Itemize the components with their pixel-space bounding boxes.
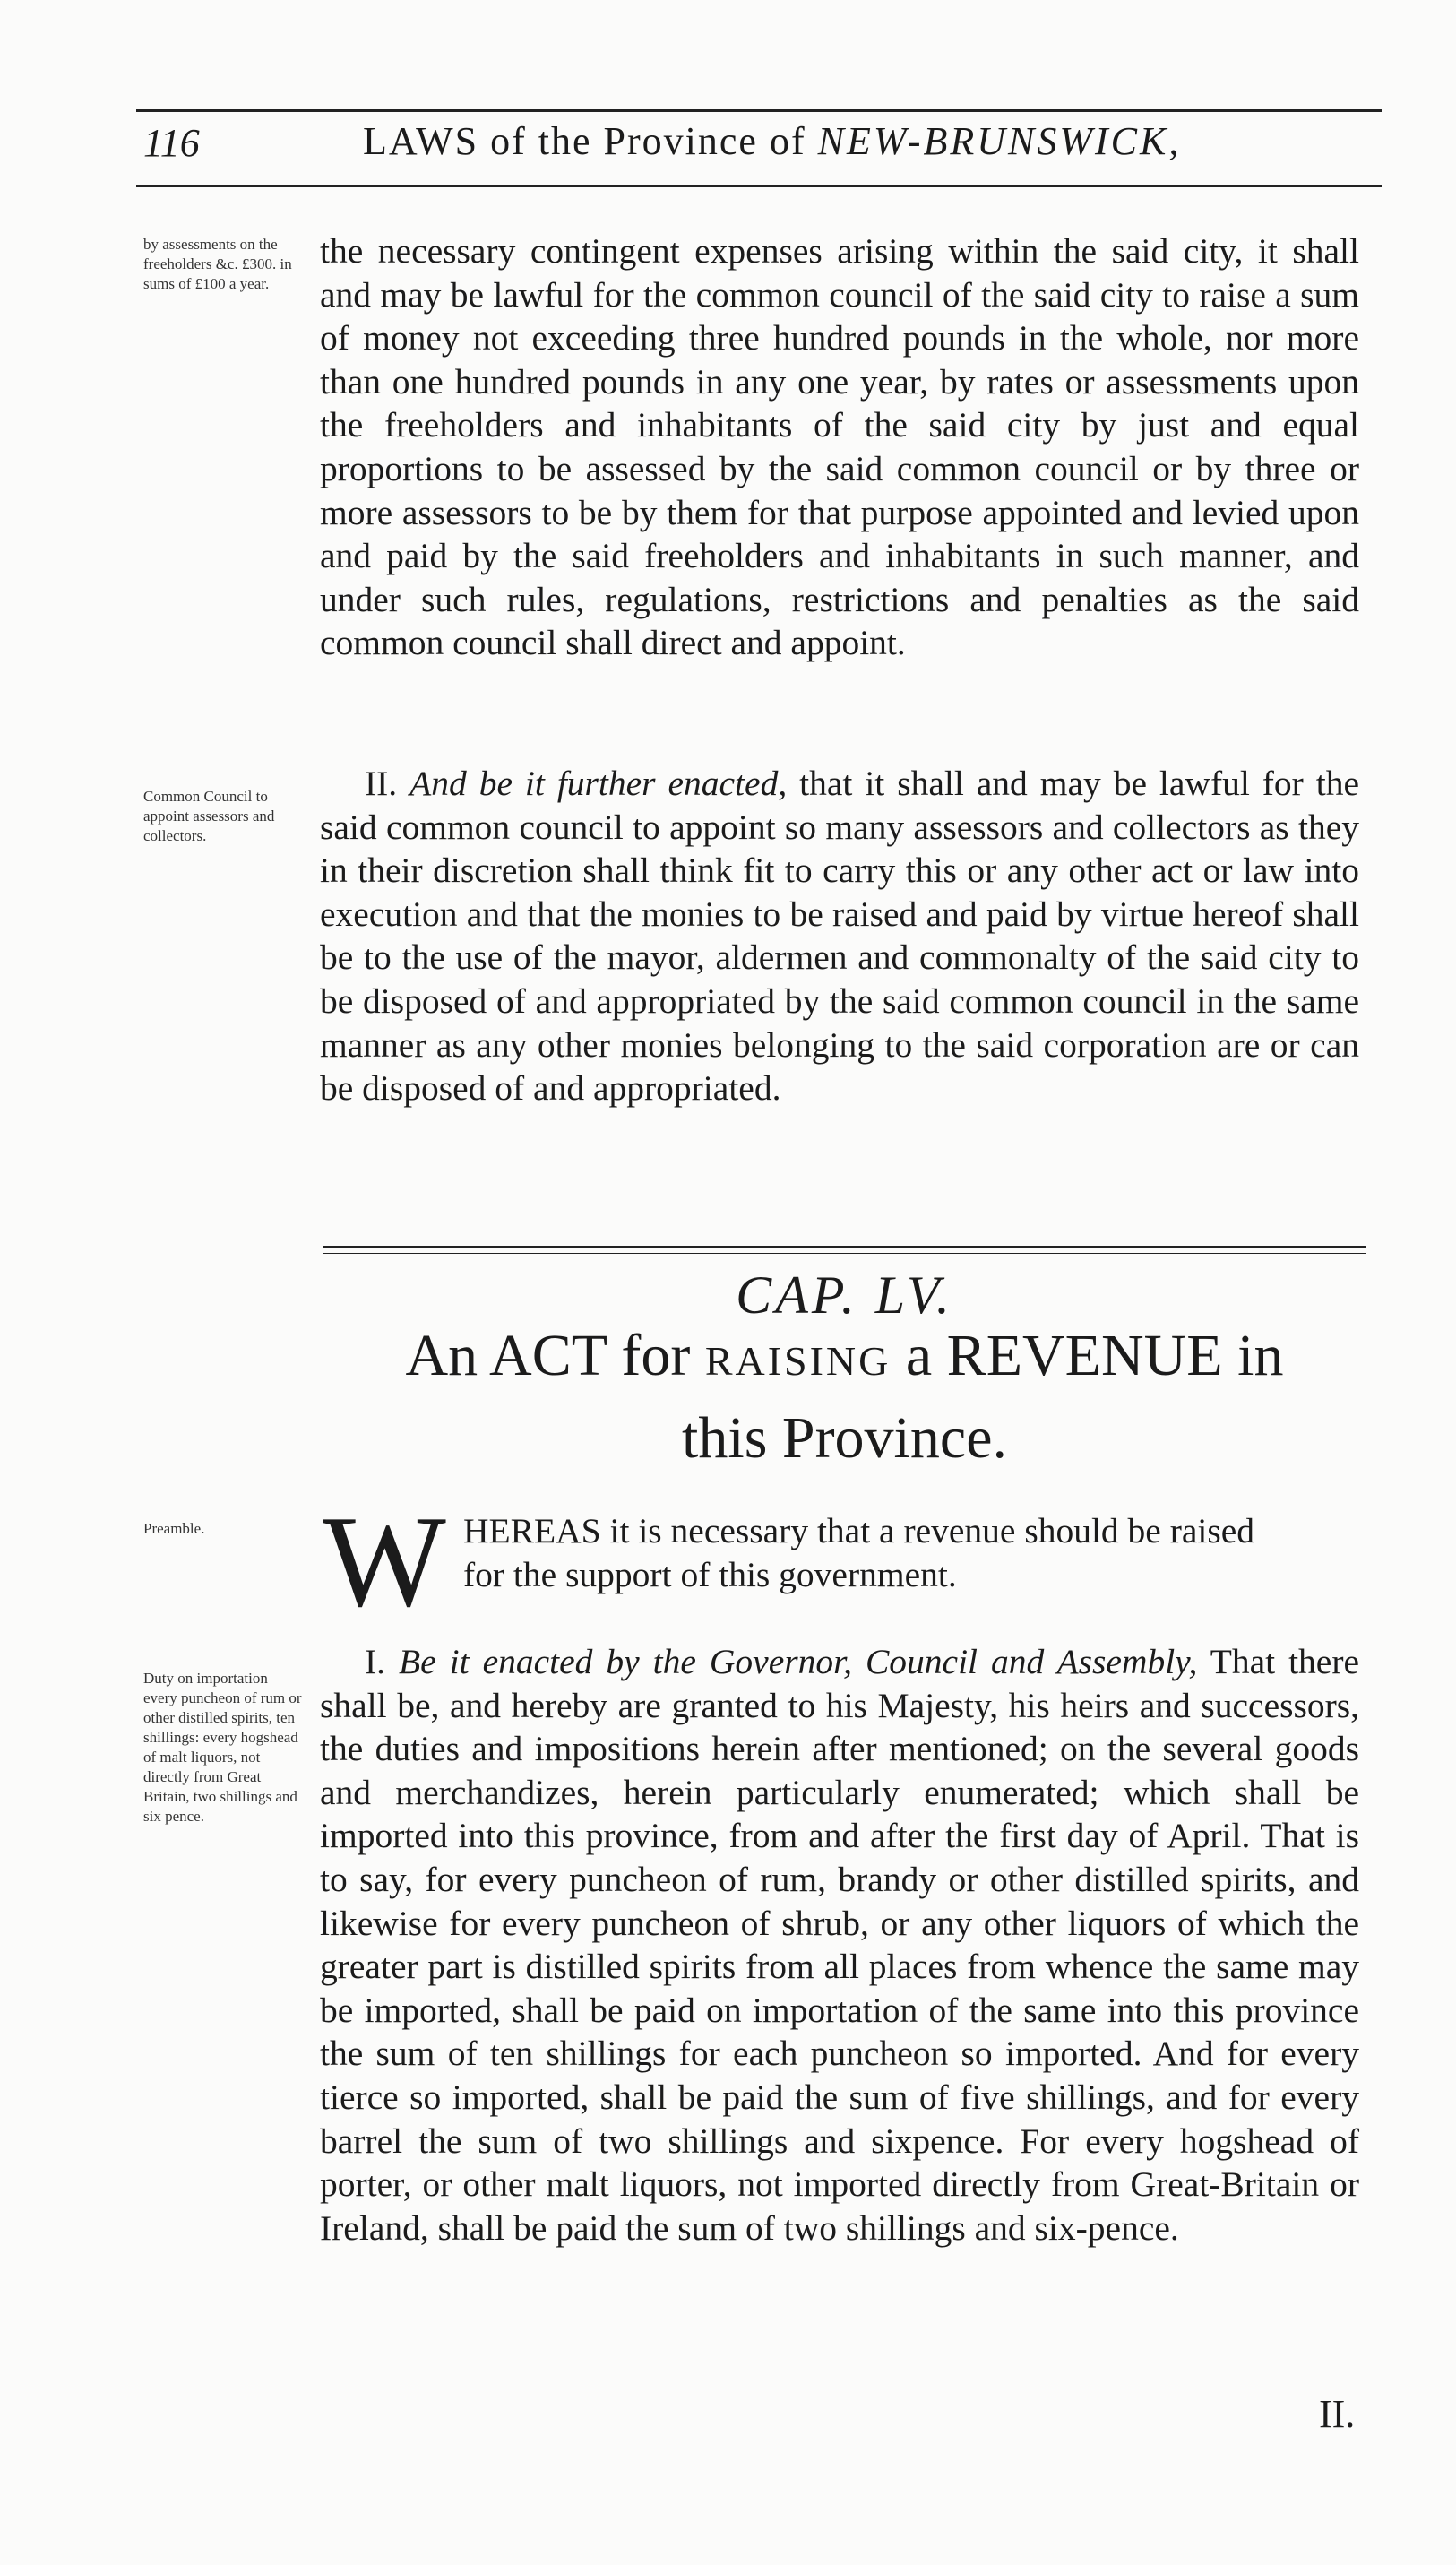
section-i-enacting-clause: Be it enacted by the Governor, Council and Assembly, (399, 1642, 1198, 1681)
act-title-smallcaps: RAISING (704, 1338, 892, 1384)
act-title-part2: a REVENUE in (891, 1323, 1284, 1388)
margin-note-preamble: Preamble. (143, 1520, 205, 1537)
preamble-line-1: HEREAS it is necessary that a revenue should be raised (463, 1511, 1255, 1550)
act-title-line2: this Province. (682, 1405, 1007, 1471)
running-title-place: NEW-BRUNSWICK, (817, 119, 1182, 163)
preamble-line-2: for the support of this government. (463, 1555, 957, 1594)
section-i-numeral: I. (365, 1642, 386, 1681)
page-number: 116 (143, 121, 200, 165)
section-i (320, 1640, 1359, 2250)
section-i-text: That there shall be, and hereby are granted to his Majesty, his heirs and successors, the duties and impositions herein after mentioned; on the several goods and merchandizes, herein particularly enumerated; which shall be imported into this province, from and after the first day of April. That is to say, for every puncheon of rum, brandy or other distilled spirits, and likewise for every puncheon of shrub, or any other liquors of which the greater part is distilled spirits from all places from whence the same may be imported, shall be paid on importation of the same into this province the sum of ten shillings for each puncheon so imported. And for every tierce so imported, shall be paid the sum of five shillings, and for every barrel the sum of two shillings and sixpence. For every hogshead of porter, or other malt liquors, not imported directly from Great-Britain or Ireland, shall be paid the sum of two shillings and six-pence. (320, 1642, 1360, 2248)
chapter-rule-thin (323, 1253, 1366, 1254)
chapter-rule (323, 1246, 1366, 1248)
margin-note-assessments: by assessments on the freeholders &c. £300. in sums of £100 a year. (143, 236, 292, 292)
catchword: II. (1319, 2392, 1356, 2436)
act-title (323, 1317, 1366, 1477)
drop-cap: W (323, 1489, 446, 1634)
section-ii-text: that it shall and may be lawful for the said common council to appoint so many assessors and collectors as they in their discretion shall think fit to carry this or any other act or law into execution and that the monies to be raised and paid by virtue hereof shall be to the use of the mayor, aldermen and commonalty of the said city to be disposed of and appropriated by the said common council in the same manner as any other monies belonging to the said corporation are or can be disposed of and appropriated. (320, 764, 1360, 1109)
running-header (143, 117, 1380, 170)
section-ii-numeral: II. (365, 764, 398, 803)
section-ii-enacting-clause: And be it further enacted, (409, 764, 788, 803)
margin-note-assessors: Common Council to appoint assessors and collectors. (143, 788, 275, 844)
section-continuation: the necessary contingent expenses arising within the said city, it shall and may be lawful for the common council of the said city to raise a sum of money not exceeding three hundred pounds in the whole, nor more than one hundred pounds in any one year, by rates or assessments upon the freeholders and inhabitants of the said city by just and equal proportions to be assessed by the said common council or by three or more assessors to be by them for that purpose appointed and levied upon and paid by the said freeholders and inhabitants in such manner, and under such rules, regulations, restrictions and penalties as the said common council shall direct and appoint. (320, 231, 1359, 663)
section-ii (320, 762, 1359, 1110)
header-rule (136, 185, 1382, 187)
running-title-prefix: LAWS of the Province of (363, 119, 818, 163)
chapter-number: CAP. LV. (736, 1265, 953, 1325)
act-title-part1: An ACT for (405, 1323, 705, 1388)
margin-note-duty: Duty on importation every puncheon of rum or other distilled spirits, ten shillings: every hogshead of malt liquors, not directly from Great Britain, two shillings and six pence. (143, 1670, 302, 1825)
running-title (363, 118, 1181, 164)
header-rule-top (136, 109, 1382, 112)
